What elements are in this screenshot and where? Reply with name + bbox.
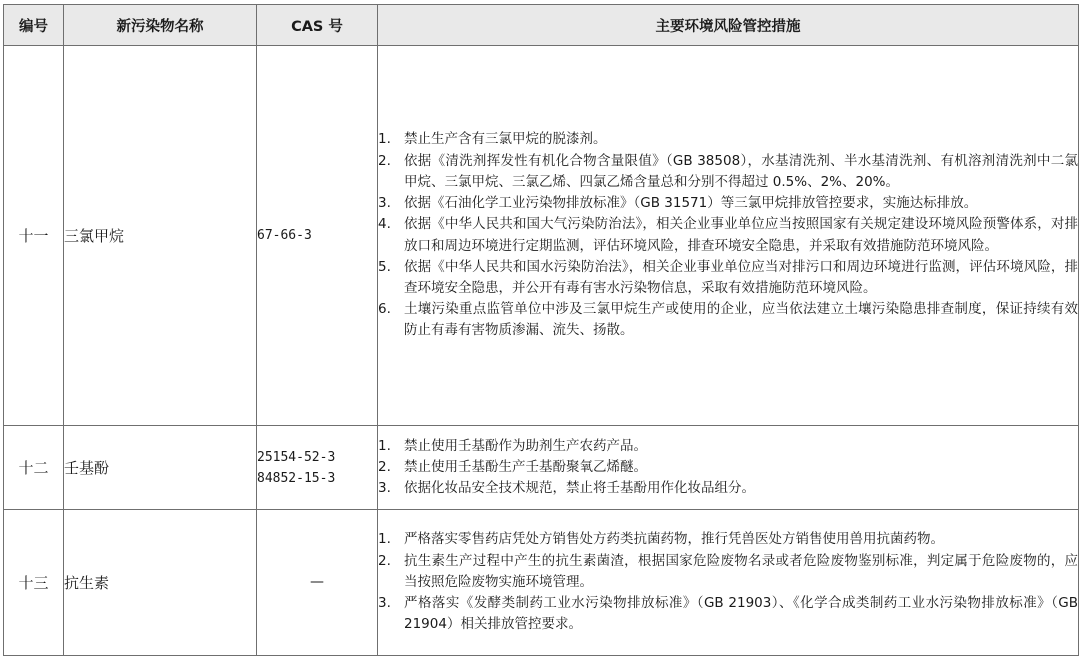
measure-item [378, 478, 1078, 499]
measure-item [378, 551, 1078, 593]
measure-text: 依据《清洗剂挥发性有机化合物含量限值》（GB 38508），水基清洗剂、半水基清洗剂、有机溶剂清洗剂中二氯甲烷、三氯甲烷、三氯乙烯、四氯乙烯含量总和分别不得超过 0.5%、2%、20%。 [404, 152, 1078, 190]
measure-item [378, 214, 1078, 256]
measure-item [378, 193, 1078, 214]
cas-value: — [310, 574, 324, 590]
cas-number [257, 46, 378, 426]
header-measures: 主要环境风险管控措施 [378, 5, 1079, 46]
header-name: 新污染物名称 [64, 5, 257, 46]
measures-cell [378, 510, 1079, 656]
measure-number: 2. [378, 458, 391, 475]
measure-number: 6. [378, 301, 391, 318]
measure-number: 1. [378, 531, 391, 548]
table-row [4, 510, 1079, 656]
cas-value: 25154-52-3 [257, 449, 336, 465]
measure-text: 禁止使用壬基酚作为助剂生产农药产品。 [404, 437, 647, 454]
header-number: 编号 [4, 5, 64, 46]
measure-text: 依据化妆品安全技术规范，禁止将壬基酚用作化妆品组分。 [404, 480, 755, 497]
pollutant-name: 壬基酚 [64, 426, 257, 510]
measure-item [378, 593, 1078, 635]
measures-cell [378, 426, 1079, 510]
measure-number: 3. [378, 595, 391, 612]
pollutant-name: 三氯甲烷 [64, 46, 257, 426]
row-number: 十一 [4, 46, 64, 426]
table-row [4, 46, 1079, 426]
cas-value: 67-66-3 [257, 228, 312, 243]
measure-number: 2. [378, 552, 391, 569]
measure-text: 依据《中华人民共和国水污染防治法》，相关企业事业单位应当对排污口和周边环境进行监测，评估环境风险，排查环境安全隐患，并公开有毒有害水污染物信息，采取有效措施防范环境风险。 [404, 258, 1078, 296]
table-header-row [4, 5, 1079, 46]
measure-number: 2. [378, 152, 391, 169]
table-row [4, 426, 1079, 510]
measure-number: 3. [378, 480, 391, 497]
measure-number: 1. [378, 437, 391, 454]
measure-number: 1. [378, 131, 391, 148]
measure-number: 4. [378, 216, 391, 233]
pollutant-name: 抗生素 [64, 510, 257, 656]
measure-item [378, 457, 1078, 478]
measure-item [378, 257, 1078, 299]
measure-text: 严格落实《发酵类制药工业水污染物排放标准》（GB 21903）、《化学合成类制药工业水污染物排放标准》（GB 21904）相关排放管控要求。 [404, 595, 1078, 633]
cas-number [257, 426, 378, 510]
header-cas: CAS 号 [257, 5, 378, 46]
cas-number [257, 510, 378, 656]
measure-number: 3. [378, 195, 391, 212]
measure-text: 依据《石油化学工业污染物排放标准》（GB 31571）等三氯甲烷排放管控要求，实施达标排放。 [404, 195, 978, 212]
row-number: 十二 [4, 426, 64, 510]
measure-text: 禁止使用壬基酚生产壬基酚聚氧乙烯醚。 [404, 458, 647, 475]
measure-item [378, 529, 1078, 550]
pollutant-measures-table [3, 4, 1079, 656]
measure-item [378, 299, 1078, 341]
measure-item [378, 436, 1078, 457]
measure-item [378, 129, 1078, 150]
row-number: 十三 [4, 510, 64, 656]
measure-item [378, 151, 1078, 193]
measures-cell [378, 46, 1079, 426]
cas-value: 84852-15-3 [257, 470, 336, 486]
measure-text: 抗生素生产过程中产生的抗生素菌渣，根据国家危险废物名录或者危险废物鉴别标准，判定属于危险废物的，应当按照危险废物实施环境管理。 [404, 552, 1078, 590]
measure-text: 依据《中华人民共和国大气污染防治法》，相关企业事业单位应当按照国家有关规定建设环境风险预警体系，对排放口和周边环境进行定期监测，评估环境风险，排查环境安全隐患，并采取有效措施防范环境风险。 [404, 216, 1078, 254]
measure-text: 禁止生产含有三氯甲烷的脱漆剂。 [404, 131, 607, 148]
measure-text: 严格落实零售药店凭处方销售处方药类抗菌药物，推行凭兽医处方销售使用兽用抗菌药物。 [404, 531, 944, 548]
measure-text: 土壤污染重点监管单位中涉及三氯甲烷生产或使用的企业，应当依法建立土壤污染隐患排查制度，保证持续有效防止有毒有害物质渗漏、流失、扬散。 [404, 301, 1078, 339]
measure-number: 5. [378, 258, 391, 275]
